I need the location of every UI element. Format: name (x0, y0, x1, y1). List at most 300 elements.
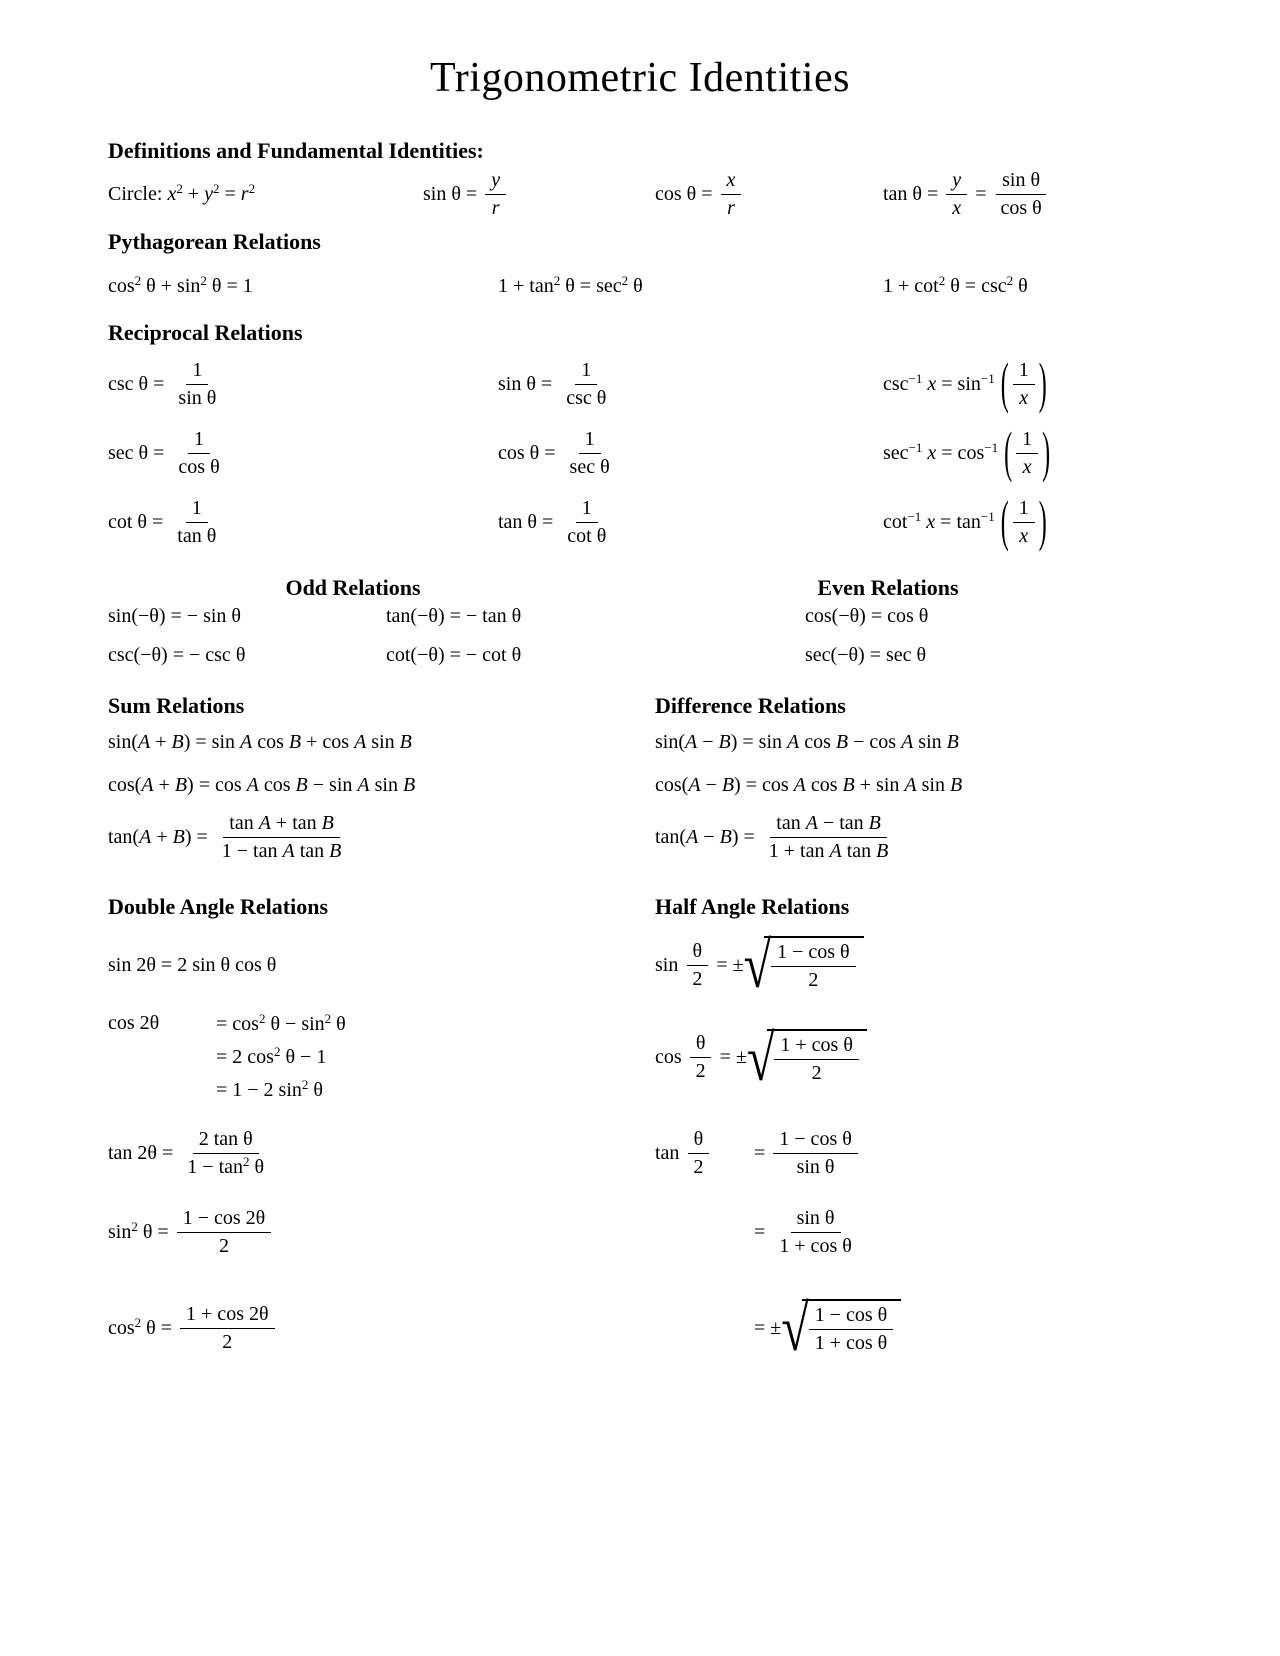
fraction (172, 358, 222, 411)
math-text: cot θ = (108, 511, 169, 533)
formula-pythagorean-3 (883, 272, 1224, 298)
fraction (1013, 496, 1035, 549)
square-root: √ $\frac{\text{1 + cos θ}}{2}$ (747, 1029, 867, 1087)
math-variable: B (402, 774, 416, 796)
math-text (1023, 456, 1032, 479)
denominator (171, 523, 222, 549)
numerator (688, 1127, 710, 1154)
math-text: $1 + \tan^2 \theta = \sec^2 \theta$ (498, 272, 643, 297)
formula-double-sin (108, 954, 655, 977)
math-text: $\cos^2 \theta$ = (108, 1314, 178, 1339)
formula-half-sin (655, 928, 1224, 1002)
math-text (492, 197, 500, 220)
formula-csc-reciprocal (108, 358, 498, 411)
fraction (485, 168, 506, 221)
formula-cos-reciprocal (498, 427, 883, 480)
odd-even-row-2 (108, 644, 1224, 667)
paren-content (1010, 358, 1038, 411)
math-text: Circle: $x^2 + y^2 = r^2$ (108, 180, 256, 205)
math-text: θ (693, 1128, 704, 1150)
math-text: 1 + cos θ (780, 1033, 853, 1056)
denominator (809, 1330, 894, 1356)
math-text: 2 (695, 1060, 706, 1082)
denominator (560, 385, 612, 411)
fraction (180, 1302, 275, 1355)
denominator (486, 195, 506, 221)
section-heading-half-angle: Half Angle Relations (655, 894, 850, 919)
superscript: 2 (258, 1010, 266, 1026)
superscript: 2 (134, 272, 142, 288)
math-text: 1 + cos θ (814, 1332, 888, 1354)
math-text: cos θ = (655, 183, 718, 205)
superscript: 2 (324, 1010, 332, 1026)
numerator (721, 168, 742, 195)
pythagorean-row (108, 272, 1224, 298)
math-variable: B (174, 774, 188, 796)
reciprocal-row-1 (108, 353, 1224, 416)
math-text: 1 − cos θ (779, 1128, 852, 1150)
math-text: = (754, 1221, 771, 1243)
fraction (171, 496, 222, 549)
double-half-row-3 (108, 1127, 1224, 1180)
math-text: sin 2θ = 2 sin θ cos θ (108, 953, 277, 976)
math-text: cos(A + B) = cos A cos B − sin A sin B (108, 774, 416, 796)
numerator (1013, 358, 1035, 385)
math-text: cos θ (1000, 197, 1042, 219)
math-variable: A (787, 731, 800, 753)
denominator (172, 454, 225, 480)
math-text: tan θ (177, 525, 217, 547)
fraction (771, 940, 856, 993)
math-text: sin(A + B) = sin A cos B + cos A sin B (108, 731, 412, 753)
math-text: 1 − cos 2θ (182, 1207, 266, 1229)
math-text: cos θ = (498, 442, 561, 464)
math-variable: A (829, 840, 842, 862)
denominator (1013, 385, 1034, 411)
denominator (791, 1154, 841, 1180)
superscript: 2 (200, 272, 207, 288)
formula-odd-sin (108, 605, 386, 628)
math-text (952, 169, 961, 192)
double-half-row-5 (108, 1291, 1224, 1365)
math-text: tan 2θ = (108, 1142, 179, 1164)
formula-sum-cos (108, 774, 655, 797)
denominator (181, 1154, 270, 1180)
superscript: −1 (908, 370, 923, 386)
math-variable: x (1019, 525, 1029, 547)
paren-group: ( $\frac{1}{x}$ ) (1004, 422, 1051, 485)
math-text: sin θ = (423, 183, 483, 205)
formula-sec-reciprocal (108, 427, 498, 480)
math-variable: A (258, 812, 271, 834)
numerator (193, 1127, 259, 1154)
formula-cot-reciprocal (108, 496, 498, 549)
formula-difference-cos (655, 774, 1224, 797)
radicand (802, 1299, 902, 1357)
formula-double-cos-line-2 (216, 1043, 346, 1069)
math-variable: r (491, 197, 500, 219)
fraction (763, 811, 895, 864)
math-text: cos θ (178, 456, 220, 478)
formula-csc-inverse (883, 353, 1224, 416)
paren-content (1013, 427, 1041, 480)
odd-even-row-1 (108, 605, 1224, 628)
math-variable: B (172, 826, 185, 848)
formula-half-tan-line-2 (754, 1206, 1224, 1259)
formula-pythagorean-2 (498, 272, 883, 298)
numerator (773, 1127, 858, 1154)
math-variable: B (835, 731, 849, 753)
denominator (690, 1058, 712, 1084)
math-text: sin θ (796, 1156, 835, 1178)
math-variable: A (141, 774, 154, 796)
math-variable: y (204, 183, 213, 205)
numerator (770, 811, 887, 838)
formula-even-cos (805, 605, 1224, 628)
formula-sec-inverse (883, 422, 1224, 485)
math-variable: y (952, 169, 962, 191)
math-variable: B (842, 774, 855, 796)
math-text: 1 + cos 2θ (186, 1302, 269, 1325)
math-variable: B (718, 731, 731, 753)
double-half-row-4 (108, 1206, 1224, 1259)
superscript: −1 (907, 508, 922, 524)
superscript: 2 (621, 272, 629, 288)
numerator (809, 1303, 894, 1330)
math-text: = ± (714, 1046, 747, 1068)
math-text: 1 (1018, 497, 1029, 519)
paren-content (1010, 496, 1038, 549)
math-variable: B (719, 826, 732, 848)
math-variable: B (949, 774, 963, 796)
math-text: 2 (222, 1330, 233, 1353)
formula-circle (108, 180, 423, 206)
math-text: = 2 $\cos^2 \theta - 1$ (216, 1043, 327, 1068)
math-text: 1 (581, 497, 592, 519)
math-variable: A (139, 826, 152, 848)
formula-pythagorean-1 (108, 272, 498, 298)
math-text: θ (692, 939, 703, 962)
math-text: = $\cos^2 \theta - \sin^2 \theta$ (216, 1010, 346, 1035)
reciprocal-row-2 (108, 422, 1224, 485)
paren-group: ( $\frac{1}{x}$ ) (1000, 491, 1047, 554)
math-text: tan(A + B) = (108, 826, 213, 848)
numerator (791, 1206, 841, 1233)
formula-half-tan-line-3 (754, 1291, 1224, 1365)
fraction (564, 427, 616, 480)
math-text: sin(A − B) = sin A cos B − cos A sin B (655, 731, 959, 753)
superscript: 2 (213, 180, 220, 196)
fraction (686, 939, 708, 992)
math-text: sec θ = (108, 442, 170, 464)
numerator (774, 1033, 859, 1060)
denominator (687, 1154, 709, 1180)
fraction (690, 1031, 712, 1084)
math-text: cos 2θ (108, 1012, 160, 1034)
math-variable: B (321, 812, 334, 834)
math-variable: A (901, 731, 914, 753)
math-text: csc(−θ) = − csc θ (108, 644, 246, 666)
math-text: cos (655, 1046, 687, 1068)
math-text: $\cot^{-1} x = \tan^{-1}$ (883, 508, 995, 533)
numerator (576, 496, 598, 523)
math-variable: B (288, 731, 302, 753)
formula-tan-definition (883, 168, 1224, 221)
superscript: 2 (1006, 272, 1014, 288)
denominator (773, 1233, 858, 1259)
fraction (172, 427, 225, 480)
math-text: sin θ (796, 1207, 835, 1229)
numerator (1016, 427, 1038, 454)
formula-half-tan-line-1 (754, 1127, 861, 1180)
fraction (687, 1127, 709, 1180)
math-text: 1 − cos θ (814, 1304, 888, 1326)
document-content (0, 138, 1280, 1365)
formula-double-cos-line-3 (216, 1076, 346, 1102)
fraction (994, 168, 1047, 221)
math-text: $1 - \tan^2 \theta$ (187, 1153, 265, 1178)
math-variable: x (726, 169, 736, 191)
math-variable: A (246, 774, 259, 796)
formula-sin-definition (423, 168, 655, 221)
math-variable: A (354, 731, 367, 753)
formula-sum-tan (108, 811, 655, 864)
math-text (727, 197, 735, 220)
fraction (177, 1206, 272, 1259)
numerator (579, 427, 601, 454)
sum-difference-heading-row (108, 693, 1224, 719)
math-text: $1 + \cot^2 \theta = \csc^2 \theta$ (883, 272, 1028, 297)
superscript: 2 (273, 1043, 281, 1059)
formula-sin-squared (108, 1206, 655, 1259)
denominator (213, 1233, 235, 1259)
math-text: 1 + cos θ (779, 1235, 852, 1257)
math-variable: A (138, 731, 151, 753)
superscript: 2 (553, 272, 561, 288)
denominator (686, 966, 708, 992)
square-root: √ $\frac{\text{1 − cos θ}}{\text{1 + cos θ}}$ (781, 1299, 901, 1357)
fraction (721, 168, 742, 221)
fraction (181, 1127, 270, 1180)
math-text: θ (695, 1032, 706, 1054)
math-text: = 1 − 2 $\sin^2 \theta$ (216, 1076, 323, 1101)
math-variable: A (686, 826, 699, 848)
math-variable: B (295, 774, 308, 796)
numerator (996, 168, 1046, 195)
math-text: = ± (711, 953, 744, 976)
math-text: 2 (693, 1156, 704, 1178)
formula-difference-sin (655, 731, 1224, 754)
math-text: $\sin^2 \theta$ = (108, 1218, 174, 1243)
math-text: 1 (584, 428, 595, 450)
fraction (216, 811, 348, 864)
square-root: √ $\frac{\text{1 − cos θ}}{2}$ (744, 936, 864, 994)
math-variable: x (927, 442, 937, 464)
sum-difference-row-3 (108, 811, 1224, 864)
math-variable: r (727, 197, 735, 219)
math-text: sec(−θ) = sec θ (805, 644, 927, 666)
formula-sum-sin (108, 731, 655, 754)
math-text: tan A + tan B (229, 812, 334, 834)
math-variable: A (282, 840, 295, 862)
math-text: 1 (581, 359, 592, 381)
math-variable: B (329, 840, 342, 862)
numerator (690, 1031, 712, 1058)
math-text: tan (655, 1142, 685, 1164)
section-heading-definitions: Definitions and Fundamental Identities: (108, 138, 484, 163)
section-heading-pythagorean: Pythagorean Relations (108, 229, 321, 254)
page-title: Trigonometric Identities (430, 55, 850, 101)
math-variable: B (171, 731, 184, 753)
math-variable: x (927, 373, 937, 395)
section-heading-even: Even Relations (817, 575, 959, 600)
math-text: 1 (192, 359, 203, 381)
math-variable: A (793, 774, 806, 796)
math-text: sin θ (1002, 169, 1041, 191)
numerator (223, 811, 340, 838)
denominator (806, 1060, 828, 1086)
superscript: 2 (131, 1218, 138, 1234)
radicand (767, 1029, 867, 1087)
formula-double-cos-line-1 (216, 1010, 346, 1036)
odd-even-heading-row (108, 575, 1224, 601)
fraction (809, 1303, 894, 1356)
math-text: cos(−θ) = cos θ (805, 605, 929, 627)
double-half-row-2 (108, 1008, 1224, 1107)
superscript: −1 (980, 508, 995, 524)
double-cos-lines (216, 1008, 346, 1107)
paren-group: ( $\frac{1}{x}$ ) (1000, 353, 1047, 416)
math-text: 2 tan θ (198, 1128, 253, 1150)
math-variable: A (688, 774, 701, 796)
formula-group-double-cos (108, 1008, 655, 1107)
superscript: −1 (908, 439, 923, 455)
math-text: cot θ (567, 525, 607, 547)
math-text: sec θ (569, 456, 610, 478)
math-text: = ± (754, 1316, 782, 1339)
formula-group-half-tan (655, 1127, 1224, 1180)
math-variable: x (167, 183, 177, 205)
numerator (177, 1206, 272, 1233)
fraction (773, 1206, 858, 1259)
reciprocal-row-3 (108, 491, 1224, 554)
math-text: cot(−θ) = − cot θ (386, 644, 522, 666)
math-text: tan θ = (883, 183, 944, 205)
math-variable: A (357, 774, 370, 796)
superscript: 2 (248, 180, 256, 196)
section-heading-odd: Odd Relations (285, 575, 421, 600)
double-half-row-1 (108, 928, 1224, 1002)
fraction (1016, 427, 1038, 480)
math-variable: B (399, 731, 412, 753)
math-text: sin θ = (498, 373, 558, 395)
denominator (802, 967, 824, 993)
math-variable: A (240, 731, 253, 753)
fraction (774, 1033, 859, 1086)
formula-difference-tan (655, 811, 1224, 864)
math-variable: B (876, 840, 889, 862)
fraction (560, 358, 612, 411)
numerator (771, 940, 856, 967)
superscript: 2 (301, 1076, 309, 1092)
math-text: $\sec^{-1} x = \cos^{-1}$ (883, 439, 999, 464)
formula-even-sec (805, 644, 1224, 667)
section-heading-reciprocal: Reciprocal Relations (108, 320, 303, 345)
denominator (216, 838, 348, 864)
math-text: sin(−θ) = − sin θ (108, 605, 241, 627)
superscript: 2 (243, 1153, 250, 1169)
denominator (216, 1329, 238, 1355)
definitions-row (108, 168, 1224, 221)
math-text: 1 (1018, 359, 1029, 381)
denominator (564, 454, 616, 480)
formula-half-tan-lhs (655, 1127, 754, 1180)
denominator (1013, 523, 1034, 549)
math-text: tan A − tan B (776, 812, 881, 834)
superscript: 2 (176, 180, 183, 196)
formula-double-tan (108, 1127, 655, 1180)
formula-cos-definition (655, 168, 883, 221)
math-text: cos(A − B) = cos A cos B + sin A sin B (655, 774, 963, 796)
math-variable: A (904, 774, 917, 796)
numerator (575, 358, 597, 385)
math-text: = (970, 183, 992, 205)
superscript: 2 (938, 272, 946, 288)
section-heading-double-angle: Double Angle Relations (108, 894, 329, 919)
math-text: = (754, 1142, 771, 1164)
fraction (946, 168, 967, 221)
math-text: csc θ = (108, 373, 170, 395)
math-variable: B (946, 731, 959, 753)
fraction (773, 1127, 858, 1180)
math-text (1019, 525, 1028, 548)
math-variable: r (240, 183, 249, 205)
formula-odd-cot (386, 644, 805, 667)
math-variable: x (952, 197, 962, 219)
math-text: 2 (808, 969, 819, 991)
math-text: 1 − tan A tan B (221, 840, 342, 862)
math-text: 1 (194, 428, 205, 450)
math-text (727, 169, 736, 192)
math-variable: y (491, 169, 501, 191)
math-text: 1 (191, 497, 202, 519)
sum-difference-row-1 (108, 731, 1224, 754)
numerator (186, 496, 208, 523)
math-variable: A (685, 731, 698, 753)
superscript: −1 (980, 370, 995, 386)
math-text: sin (655, 953, 684, 976)
math-variable: B (721, 774, 735, 796)
denominator (763, 838, 895, 864)
denominator (172, 385, 222, 411)
numerator (485, 168, 506, 195)
denominator (561, 523, 612, 549)
superscript: −1 (984, 439, 999, 455)
fraction (561, 496, 612, 549)
math-variable: x (1019, 387, 1029, 409)
math-text: 2 (692, 967, 703, 990)
denominator (1017, 454, 1038, 480)
math-text: tan θ = (498, 511, 559, 533)
section-heading-difference: Difference Relations (655, 693, 846, 718)
math-text: $\csc^{-1} x = \sin^{-1}$ (883, 370, 995, 395)
numerator (188, 427, 210, 454)
math-text: 1 − cos θ (777, 941, 850, 963)
math-text (952, 197, 961, 220)
math-text: csc θ (566, 387, 607, 409)
math-text: sin θ (178, 387, 217, 409)
fraction (1013, 358, 1035, 411)
